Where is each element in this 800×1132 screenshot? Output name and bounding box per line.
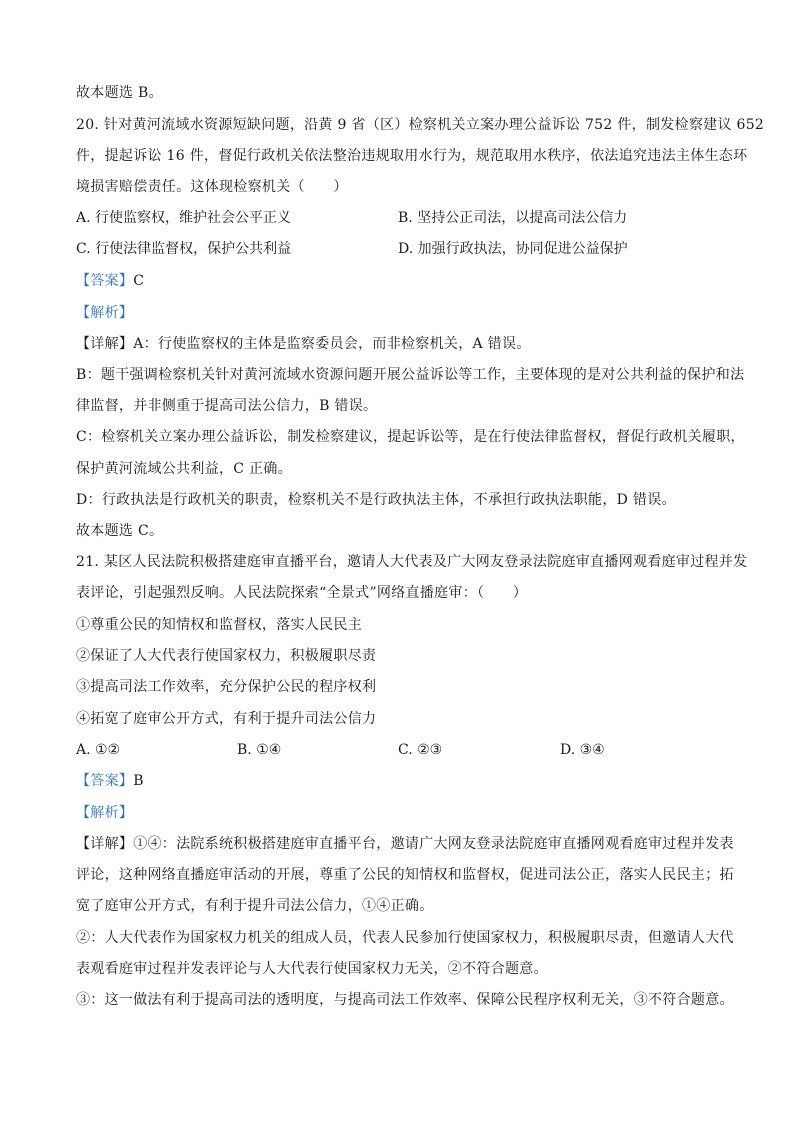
q21-statement-4: ④拓宽了庭审公开方式，有利于提升司法公信力 — [76, 711, 377, 727]
q21-detail-14-line-3: 宽了庭审公开方式，有利于提升司法公信力，①④正确。 — [76, 898, 434, 914]
q20-option-c: C. 行使法律监督权，保护公共利益 — [76, 241, 292, 257]
q20-answer — [76, 272, 726, 290]
q21-stem-line-1: 21. 某区人民法院积极搭建庭审直播平台，邀请人大代表及广大网友登录法院庭审直播网观看庭审过程并发 — [76, 554, 748, 570]
q21-option-b: B. ①④ — [237, 742, 282, 758]
q21-detail-14-text-1: ①④：法院系统积极搭建庭审直播平台，邀请广大网友登录法院庭审直播网观看庭审过程并发表 — [133, 836, 734, 852]
q20-option-a: A. 行使监察权，维护社会公平正义 — [76, 210, 292, 226]
q21-detail-tag: 【详解】 — [76, 836, 134, 852]
q20-detail-b-line-1: B：题干强调检察机关针对黄河流域水资源问题开展公益诉讼等工作，主要体现的是对公共利益的保护和法 — [76, 367, 745, 383]
q20-detail-a-text: A：行使监察权的主体是监察委员会，而非检察机关，A 错误。 — [133, 336, 531, 352]
q20-stem-line-3: 境损害赔偿责任。这体现检察机关（ ） — [76, 179, 348, 195]
q21-option-d: D. ③④ — [560, 742, 605, 758]
q20-option-d: D. 加强行政执法，协同促进公益保护 — [398, 241, 628, 257]
q21-statement-3: ③提高司法工作效率，充分保护公民的程序权利 — [76, 679, 377, 695]
q20-conclusion: 故本题选 C。 — [76, 523, 164, 539]
q21-statement-1: ①尊重公民的知情权和监督权，落实人民民主 — [76, 617, 362, 633]
q20-detail-d: D：行政执法是行政机关的职责，检察机关不是行政执法主体，不承担行政执法职能，D 错误。 — [76, 492, 676, 508]
q21-stem-line-2: 表评论，引起强烈反响。人民法院探索“全景式”网络直播庭审：（ ） — [76, 585, 528, 601]
q21-answer — [76, 772, 726, 790]
q21-analysis-label: 【解析】 — [76, 805, 134, 821]
q21-detail-14-line-2: 评论，这种网络直播庭审活动的开展，尊重了公民的知情权和监督权，促进司法公正，落实人民民主；拓 — [76, 867, 734, 883]
q21-detail-2-line-1: ②：人大代表作为国家权力机关的组成人员，代表人民参加行使国家权力，积极履职尽责，但邀请人大代 — [76, 930, 734, 946]
q21-option-a: A. ①② — [76, 742, 121, 758]
q20-detail-a — [76, 335, 726, 353]
q20-analysis-label: 【解析】 — [76, 305, 134, 321]
q20-option-b: B. 坚持公正司法，以提高司法公信力 — [398, 210, 628, 226]
q20-stem-line-1: 20. 针对黄河流域水资源短缺问题，沿黄 9 省（区）检察机关立案办理公益诉讼 752 件，制发检察建议 652 — [76, 117, 765, 133]
q21-option-c: C. ②③ — [398, 742, 443, 758]
q20-detail-c-line-1: C：检察机关立案办理公益诉讼，制发检察建议，提起诉讼等，是在行使法律监督权，督促行政机关履职， — [76, 429, 745, 445]
q20-answer-tag: 【答案】 — [76, 273, 134, 289]
q21-detail-2-line-2: 表观看庭审过程并发表评论与人大代表行使国家权力无关，②不符合题意。 — [76, 961, 548, 977]
q21-detail-3: ③：这一做法有利于提高司法的透明度，与提高司法工作效率、保障公民程序权利无关，③不符合题意。 — [76, 992, 734, 1008]
q21-detail-14-line-1 — [76, 835, 734, 853]
prev-conclusion: 故本题选 B。 — [76, 85, 163, 101]
q20-stem-line-2: 件，提起诉讼 16 件，督促行政机关依法整治违规取用水行为，规范取用水秩序，依法追究违法主体生态环 — [76, 148, 748, 164]
q21-statement-2: ②保证了人大代表行使国家权力，积极履职尽责 — [76, 648, 377, 664]
q20-answer-value: C — [133, 273, 145, 289]
q20-detail-tag: 【详解】 — [76, 336, 134, 352]
q20-detail-c-line-2: 保护黄河流域公共利益，C 正确。 — [76, 461, 292, 477]
q21-answer-tag: 【答案】 — [76, 773, 134, 789]
q21-answer-value: B — [133, 773, 144, 789]
q20-detail-b-line-2: 律监督，并非侧重于提高司法公信力，B 错误。 — [76, 398, 378, 414]
q21-analysis-tag — [76, 804, 726, 822]
q20-analysis-tag — [76, 304, 726, 322]
